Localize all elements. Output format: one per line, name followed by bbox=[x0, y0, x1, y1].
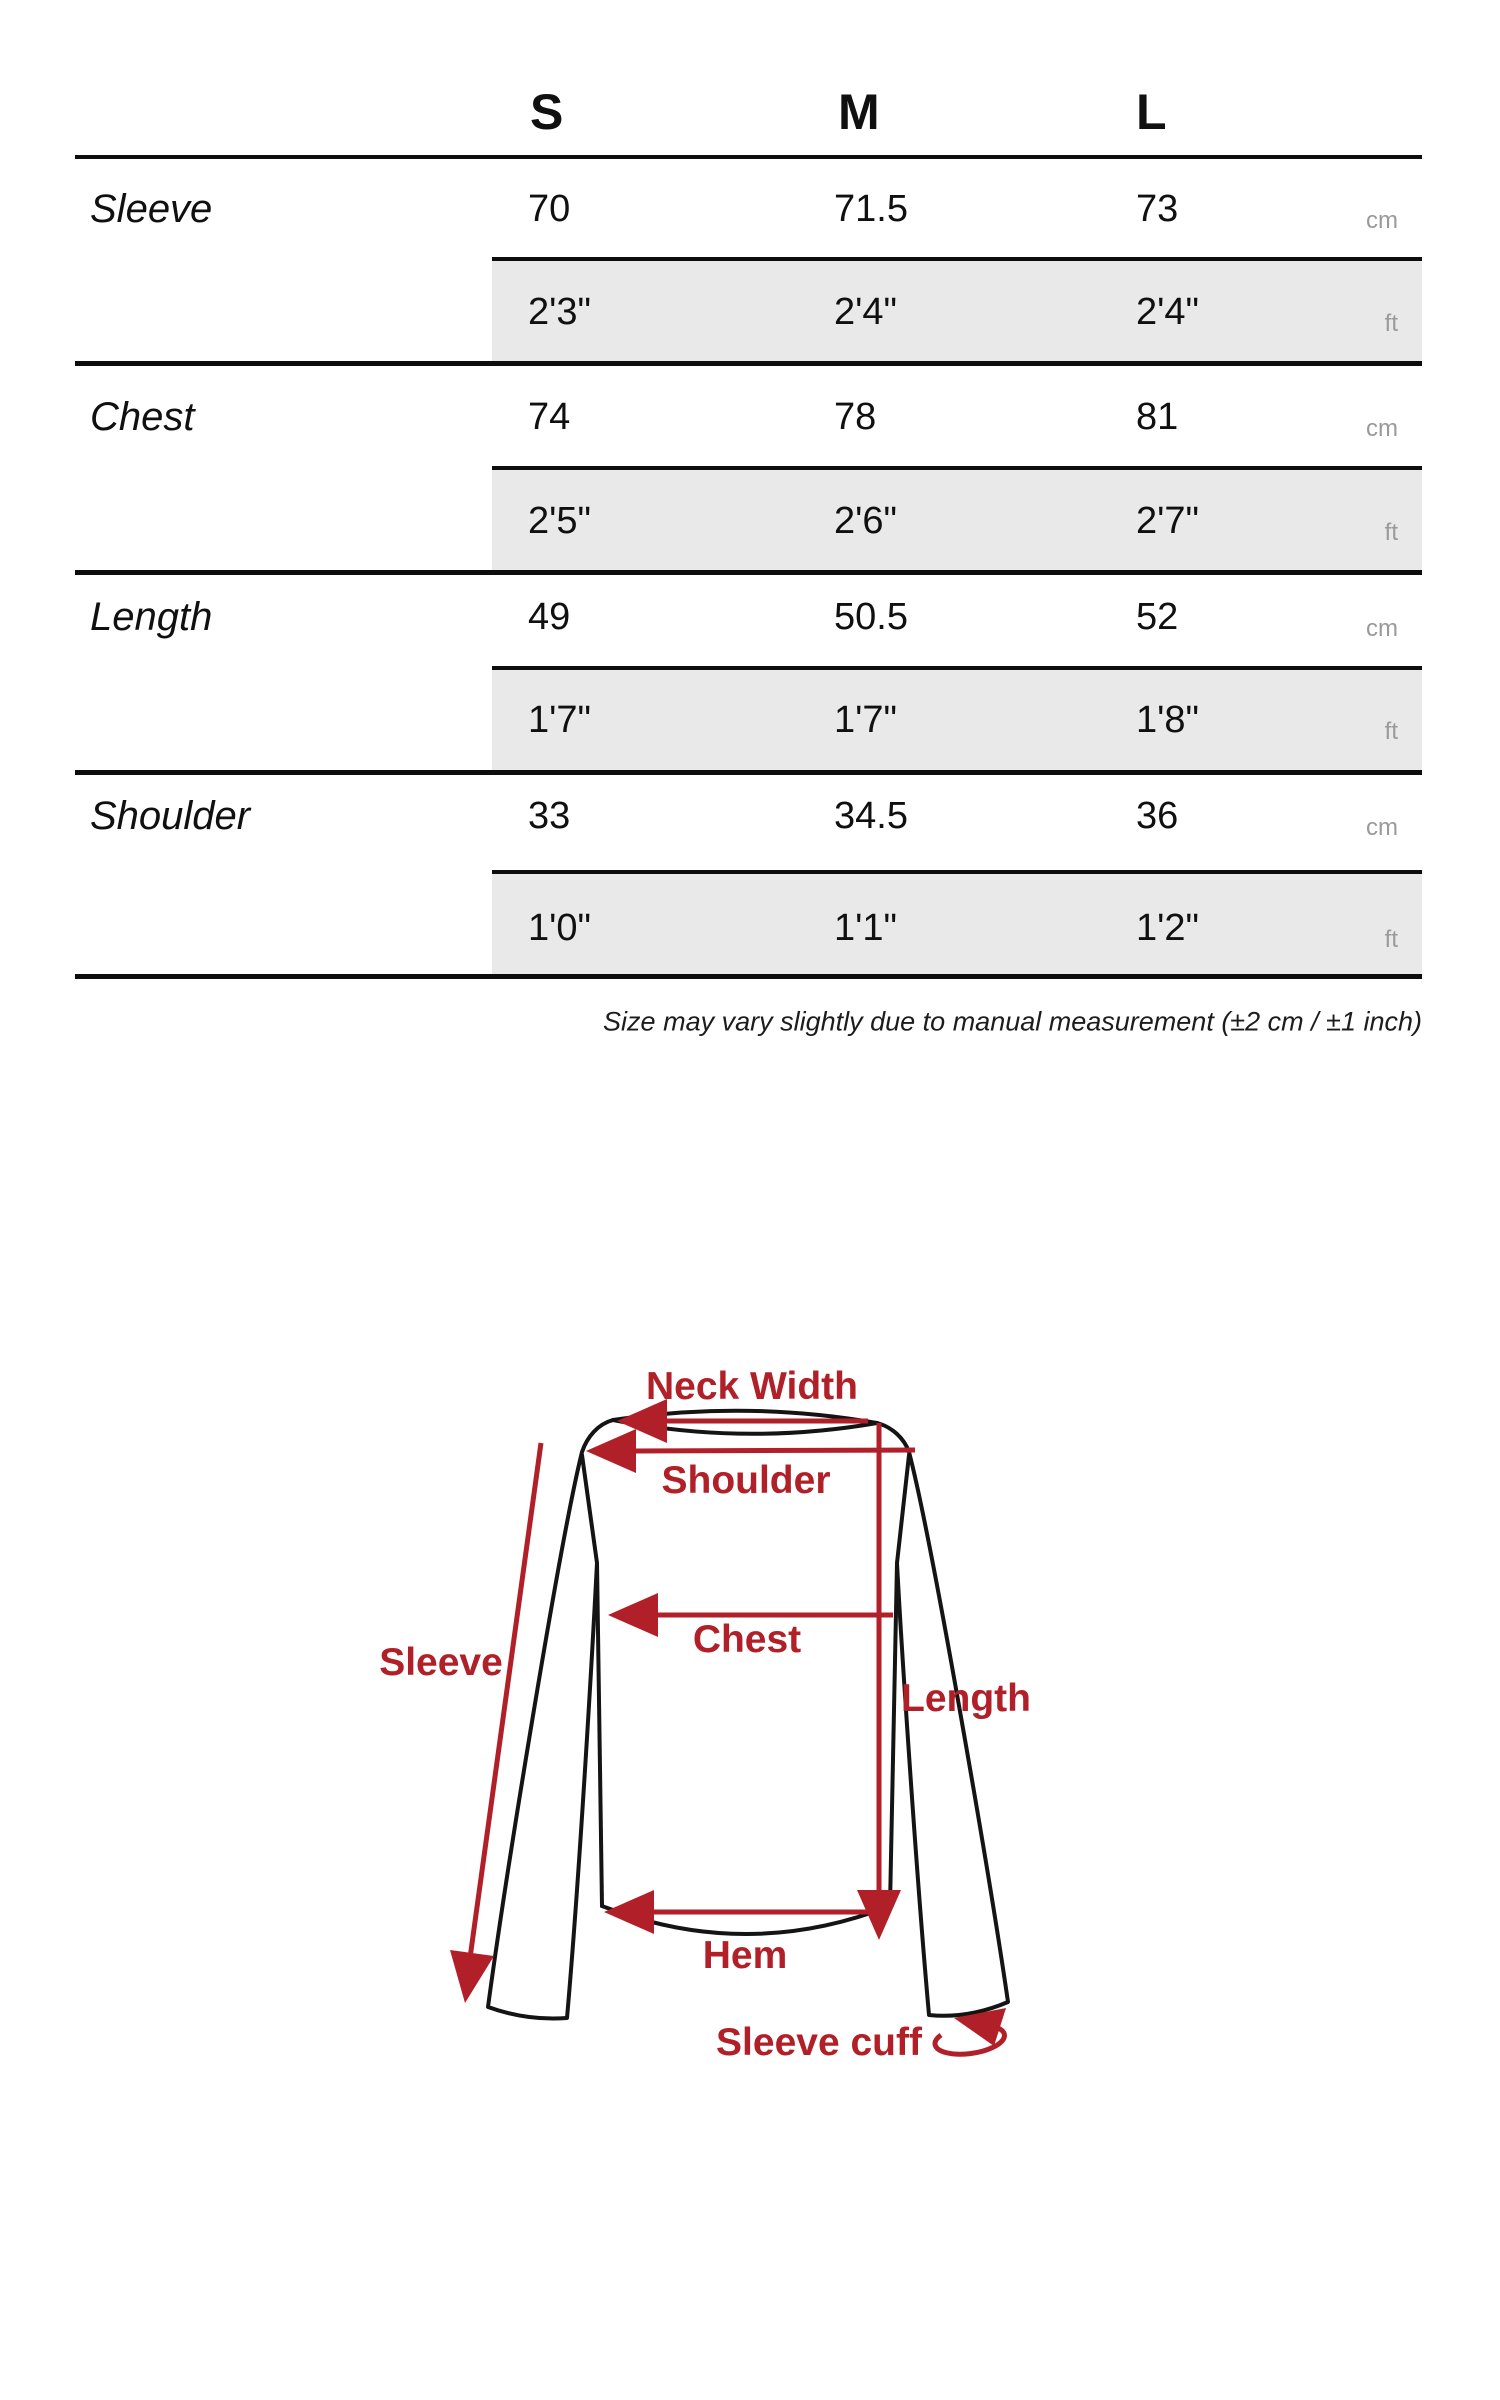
cell-sleeve-cm-s: 70 bbox=[528, 188, 571, 230]
cell-length-ft-m: 1'7" bbox=[834, 699, 898, 741]
cell-length-cm-s: 49 bbox=[528, 596, 571, 638]
cell-shoulder-cm-m: 34.5 bbox=[834, 795, 908, 837]
ft-row-band bbox=[492, 874, 1422, 974]
left-sleeve-outline bbox=[488, 1420, 613, 2019]
unit-label-cm: cm bbox=[1366, 814, 1398, 841]
neck-width-label: Neck Width bbox=[645, 1365, 859, 1408]
garment-measurement-diagram bbox=[360, 1365, 1060, 2085]
cell-shoulder-cm-s: 33 bbox=[528, 795, 571, 837]
cell-shoulder-ft-s: 1'0" bbox=[528, 907, 592, 949]
block-rule bbox=[75, 770, 1422, 775]
cell-chest-ft-l: 2'7" bbox=[1136, 500, 1200, 542]
unit-label-ft: ft bbox=[1384, 718, 1398, 745]
shoulder-label: Shoulder bbox=[661, 1459, 831, 1502]
ft-row-rule bbox=[492, 466, 1422, 470]
block-rule bbox=[75, 570, 1422, 575]
row-label-sleeve: Sleeve bbox=[90, 187, 213, 231]
unit-label-ft: ft bbox=[1384, 310, 1398, 337]
cell-sleeve-ft-m: 2'4" bbox=[834, 291, 898, 333]
cell-length-ft-s: 1'7" bbox=[528, 699, 592, 741]
unit-label-ft: ft bbox=[1384, 519, 1398, 546]
length-label: Length bbox=[901, 1677, 1031, 1720]
shoulder-arrow bbox=[624, 1450, 915, 1451]
row-label-chest: Chest bbox=[90, 395, 195, 439]
chest-label: Chest bbox=[692, 1618, 802, 1661]
cell-sleeve-ft-l: 2'4" bbox=[1136, 291, 1200, 333]
measurement-note: Size may vary slightly due to manual measurement (±2 cm / ±1 inch) bbox=[603, 1006, 1422, 1037]
header-rule bbox=[75, 155, 1422, 159]
hem-arrowhead-icon bbox=[604, 1890, 654, 1934]
cell-shoulder-cm-l: 36 bbox=[1136, 795, 1179, 837]
ft-row-rule bbox=[492, 870, 1422, 874]
block-rule bbox=[75, 974, 1422, 979]
ft-row-rule bbox=[492, 666, 1422, 670]
shoulder-arrowhead-icon bbox=[586, 1429, 636, 1473]
cell-shoulder-ft-m: 1'1" bbox=[834, 907, 898, 949]
cell-length-cm-m: 50.5 bbox=[834, 596, 908, 638]
cell-chest-cm-l: 81 bbox=[1136, 396, 1179, 438]
column-header-l: L bbox=[1136, 84, 1167, 140]
column-header-m: M bbox=[838, 84, 880, 140]
cell-sleeve-ft-s: 2'3" bbox=[528, 291, 592, 333]
sleeve-cuff-label: Sleeve cuff bbox=[716, 2021, 922, 2064]
unit-label-cm: cm bbox=[1366, 615, 1398, 642]
ft-row-band bbox=[492, 261, 1422, 361]
cell-shoulder-ft-l: 1'2" bbox=[1136, 907, 1200, 949]
cell-length-cm-l: 52 bbox=[1136, 596, 1179, 638]
cell-chest-cm-s: 74 bbox=[528, 396, 571, 438]
sleeve-label: Sleeve bbox=[379, 1641, 503, 1684]
cell-chest-ft-s: 2'5" bbox=[528, 500, 592, 542]
block-rule bbox=[75, 361, 1422, 366]
ft-row-band bbox=[492, 470, 1422, 570]
unit-label-cm: cm bbox=[1366, 415, 1398, 442]
cell-length-ft-l: 1'8" bbox=[1136, 699, 1200, 741]
ft-row-rule bbox=[492, 257, 1422, 261]
unit-label-ft: ft bbox=[1384, 926, 1398, 953]
chest-arrowhead-icon bbox=[608, 1593, 658, 1637]
column-header-s: S bbox=[530, 84, 564, 140]
sleeve-arrowhead-icon bbox=[450, 1950, 494, 2003]
row-label-length: Length bbox=[90, 595, 213, 639]
cell-sleeve-cm-m: 71.5 bbox=[834, 188, 908, 230]
unit-label-cm: cm bbox=[1366, 207, 1398, 234]
hem-label: Hem bbox=[702, 1934, 788, 1977]
body-left-edge bbox=[597, 1563, 602, 1906]
cell-chest-cm-m: 78 bbox=[834, 396, 877, 438]
cell-sleeve-cm-l: 73 bbox=[1136, 188, 1179, 230]
row-label-shoulder: Shoulder bbox=[90, 794, 251, 838]
cell-chest-ft-m: 2'6" bbox=[834, 500, 898, 542]
